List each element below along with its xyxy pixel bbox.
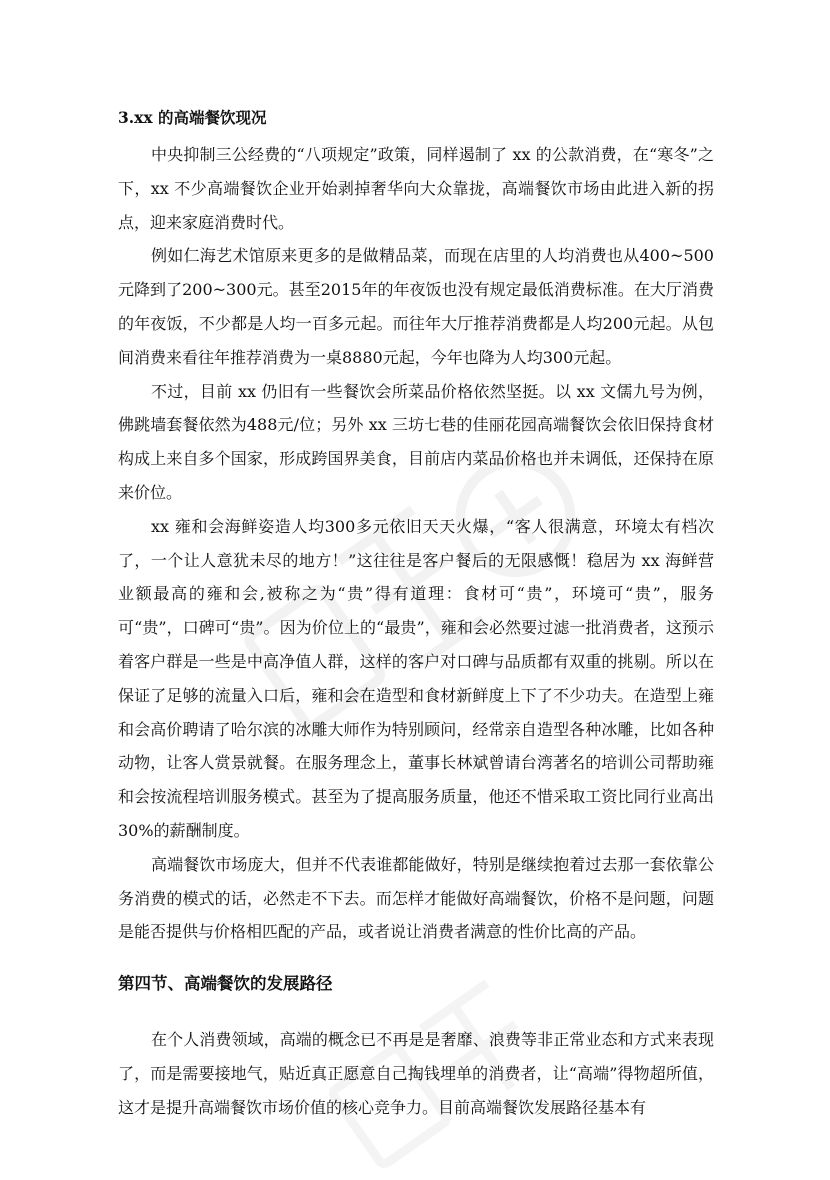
section-paragraph: 在个人消费领域，高端的概念已不再是是奢靡、浪费等非正常业态和方式来表现了，而是需要接地气，贴近真正愿意自己掏钱埋单的消费者，让“高端”得物超所值，这才是提升高端餐饮市场价值的核心竞争力。目前高端餐饮发展路径基本有 <box>118 1030 714 1117</box>
document-body <box>118 104 714 1125</box>
section-title: 第四节、高端餐饮的发展路径 <box>118 974 333 994</box>
subsection-title: 3.xx 的高端餐饮现况 <box>118 108 267 127</box>
paragraph-2: 例如仁海艺术馆原来更多的是做精品菜，而现在店里的人均消费也从400~500元降到了200~300元。甚至2015年的年夜饭也没有规定最低消费标准。在大厅消费的年夜饭，不少都是人均一百多元起。而往年大厅推荐消费都是人均200元起。从包间消费来看往年推荐消费为一桌8880元起，今年也降为人均300元起。 <box>118 246 714 367</box>
paragraph-5: 高端餐饮市场庞大，但并不代表谁都能做好，特别是继续抱着过去那一套依靠公务消费的模式的话，必然走不下去。而怎样才能做好高端餐饮，价格不是问题，问题是能否提供与价格相匹配的产品，或者说让消费者满意的性价比高的产品。 <box>118 854 714 942</box>
paragraph-4: xx 雍和会海鲜姿造人均300多元依旧天天火爆，“客人很满意，环境太有档次了，一个让人意犹未尽的地方！”这往往是客户餐后的无限感慨！稳居为 xx 海鲜营业额最高的雍和会,被称之为“贵”得有道理：食材可“贵”，环境可“贵”，服务可“贵”，口碑可“贵”。因为价位上的“最贵”，雍和会必然要过滤一批消费者，这预示着客户群是一些是中高净值人群，这样的客户对口碑与品质都有双重的挑剔。所以在保证了足够的流量入口后，雍和会在造型和食材新鲜度上下了不少功夫。在造型上雍和会高价聘请了哈尔滨的冰雕大师作为特别顾问，经常亲自造型各种冰雕，比如各种动物，让客人赏景就餐。在服务理念上，董事长林斌曾请台湾著名的培训公司帮助雍和会按流程培训服务模式。甚至为了提高服务质量，他还不惜采取工资比同行业高出30%的薪酬制度。 <box>118 516 714 840</box>
paragraph-3: 不过，目前 xx 仍旧有一些餐饮会所菜品价格依然坚挺。以 xx 文儒九号为例，佛跳墙套餐依然为488元/位；另外 xx 三坊七巷的佳丽花园高端餐饮会依旧保持食材构成上来自多个国家，形成跨国界美食，目前店内菜品价格也并未调低，还保持在原来价位。 <box>118 381 714 502</box>
paragraph-1: 中央抑制三公经费的“八项规定”政策，同样遏制了 xx 的公款消费，在“寒冬”之下，xx 不少高端餐饮企业开始剥掉奢华向大众靠拢，高端餐饮市场由此进入新的拐点，迎来家庭消费时代。 <box>118 145 714 232</box>
